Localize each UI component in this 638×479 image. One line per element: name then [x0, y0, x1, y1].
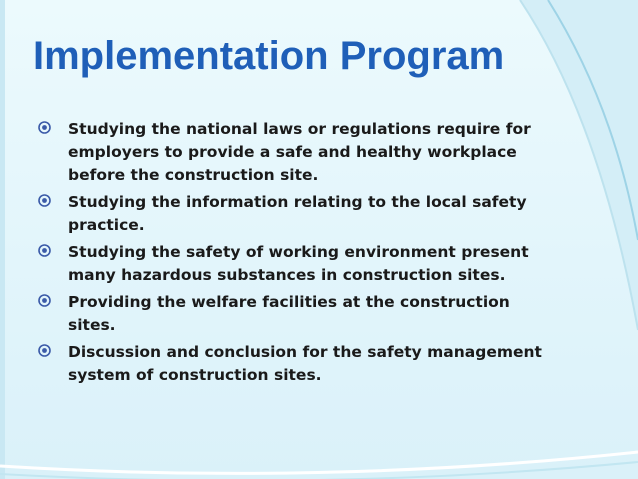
target-bullet-icon	[38, 244, 51, 257]
target-bullet-icon	[38, 294, 51, 307]
bullet-item	[36, 191, 556, 237]
target-bullet-icon	[38, 194, 51, 207]
bullet-text: Studying the safety of working environment present many hazardous substances in construction sites.	[68, 243, 529, 284]
bullet-text: Providing the welfare facilities at the construction sites.	[68, 293, 510, 334]
slide-title: Implementation Program	[33, 34, 505, 78]
bullet-text: Studying the information relating to the local safety practice.	[68, 193, 527, 234]
bullet-item	[36, 118, 556, 187]
bullet-list	[36, 118, 556, 391]
bullet-item	[36, 241, 556, 287]
target-bullet-icon	[38, 344, 51, 357]
bullet-item	[36, 291, 556, 337]
bullet-text: Discussion and conclusion for the safety management system of construction sites.	[68, 343, 542, 384]
bullet-item	[36, 341, 556, 387]
target-bullet-icon	[38, 121, 51, 134]
bullet-text: Studying the national laws or regulations require for employers to provide a safe and healthy workplace before the construction site.	[68, 120, 531, 184]
